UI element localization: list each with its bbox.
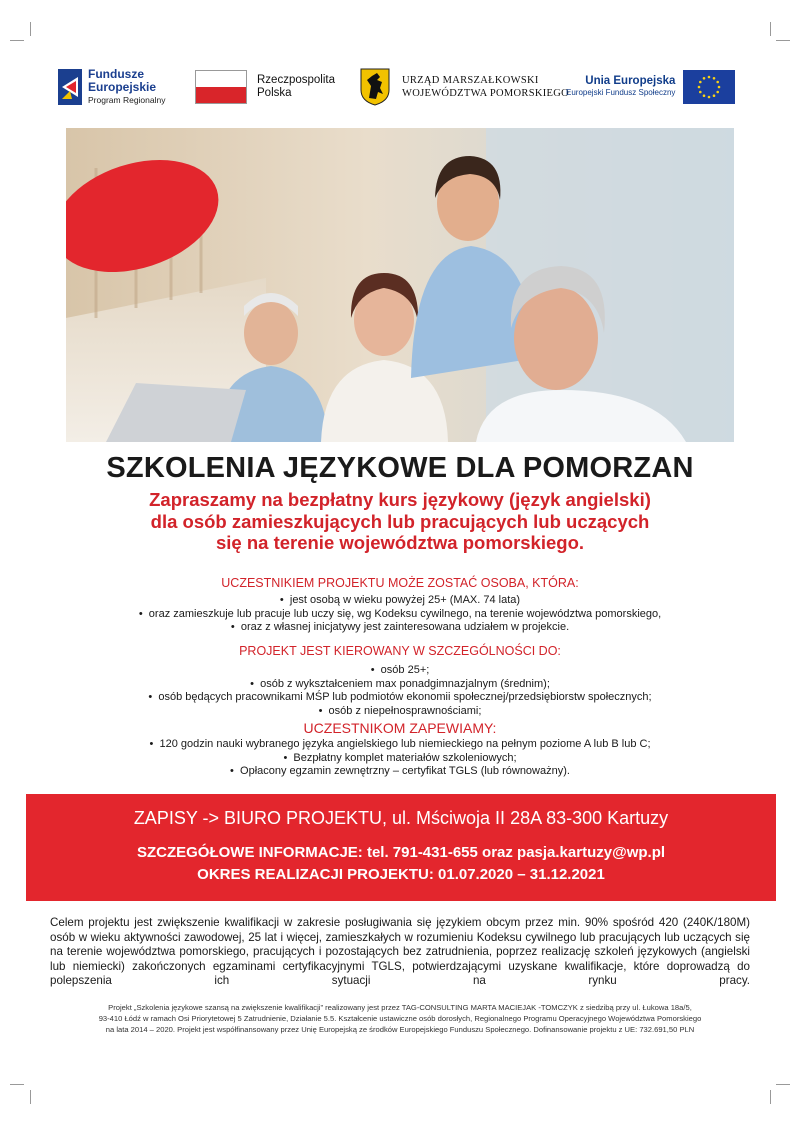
list-item: • oraz zamieszkuje lub pracuje lub uczy się, wg Kodeksu cywilnego, na terenie województwa pomorskiego, xyxy=(139,608,661,620)
urzad-marszalkowski-logo xyxy=(360,62,569,112)
fe-line3: Program Regionalny xyxy=(88,94,166,105)
list-item: • oraz z własnej inicjatywy jest zainteresowana udziałem w projekcie. xyxy=(231,621,569,633)
page-title: SZKOLENIA JĘZYKOWE DLA POMORZAN xyxy=(106,452,694,484)
logo-bar xyxy=(58,62,742,112)
lead-line: się na terenie województwa pomorskiego. xyxy=(215,532,585,553)
crop-mark xyxy=(776,40,790,41)
polish-flag-icon xyxy=(195,70,247,104)
crop-mark xyxy=(770,22,771,36)
crop-mark xyxy=(30,22,31,36)
benefits-section xyxy=(0,721,800,779)
eligibility-section xyxy=(0,576,800,635)
lead-text xyxy=(0,489,800,554)
project-description: Celem projektu jest zwiększenie kwalifikacji w zakresie posługiwania się językiem obcym przez min. 90% spośród 420 (240K/180M) osób w wieku aktywności zawodowej, 25 lat i więcej, zamieszkałych w rozumieniu Kodeksu cywilnego lub pracujących lub uczących się na terenie województwa pomorskiego, pracujących i pozostających bez zatrudnienia, poprzez realizację szkoleń językowych (angielski lub niemiecki) zakończonych egzaminami certyfikacyjnymi TGLS, potwierdzającymi uzyskane kwalifikacje, które doprowadzą do polepszenia ich sytuacji na rynku pracy. xyxy=(50,916,750,987)
list-item: • Bezpłatny komplet materiałów szkoleniowych; xyxy=(283,752,516,764)
footer-line: Projekt „Szkolenia językowe szansą na zwiększenie kwalifikacji” realizowany jest przez TAG-CONSULTING MARTA MACIEJAK -TOMCZYK z siedzibą przy ul. Łukowa 18a/5, xyxy=(108,1003,692,1012)
contact-details: SZCZEGÓŁOWE INFORMACJE: tel. 791-431-655 oraz pasja.kartuzy@wp.pl xyxy=(136,844,666,861)
list-item: • jest osobą w wieku powyżej 25+ (MAX. 74 lata) xyxy=(280,594,520,606)
project-period: OKRES REALIZACJI PROJEKTU: 01.07.2020 – 31.12.2021 xyxy=(197,866,605,883)
crop-mark xyxy=(10,40,24,41)
lead-line: dla osób zamieszkujących lub pracujących lub uczących xyxy=(150,510,650,532)
rp-line2: Polska xyxy=(257,87,292,99)
unia-europejska-logo xyxy=(566,62,735,112)
um-line2: WOJEWÓDZTWA POMORSKIEGO xyxy=(402,88,570,99)
fe-line1: Fundusze xyxy=(88,66,144,81)
target-group-section xyxy=(0,644,800,718)
list-item: • osób z wykształceniem max ponadgimnazjalnym (średnim); xyxy=(250,678,550,690)
eu-flag-icon xyxy=(683,70,735,104)
list-item: • osób będących pracownikami MŚP lub podmiotów ekonomii społecznej/przedsiębiorstw społecznych; xyxy=(148,691,651,703)
footer-line: na lata 2014 – 2020. Projekt jest współfinansowany przez Unię Europejską ze środków Europejskiego Funduszu Społecznego. Dofinansowanie projektu z UE: 732.691,50 PLN xyxy=(105,1025,695,1034)
fundusze-europejskie-logo xyxy=(58,62,165,112)
section-heading: UCZESTNIKOM ZAPEWIAMY: xyxy=(303,720,497,736)
crop-mark xyxy=(776,1084,790,1085)
crop-mark xyxy=(30,1090,31,1104)
list-item: • osób 25+; xyxy=(371,664,430,676)
contact-box xyxy=(26,794,776,901)
footer-line: 93-410 Łódź w ramach Osi Priorytetowej 5 Zatrudnienie, Działanie 5.5. Kształcenie ustawiczne osób dorosłych, Regionalnego Programu Operacyjnego Województwa Pomorskiego xyxy=(98,1014,702,1023)
fe-line2: Europejskie xyxy=(88,79,157,94)
section-heading: PROJEKT JEST KIEROWANY W SZCZEGÓLNOŚCI DO: xyxy=(239,644,561,658)
griffin-crest-icon xyxy=(360,68,390,106)
ue-line1: Unia Europejska xyxy=(585,75,676,87)
lead-line: Zapraszamy na bezpłatny kurs językowy (język angielski) xyxy=(149,489,651,510)
crop-mark xyxy=(10,1084,24,1085)
footer-note xyxy=(30,1002,770,1035)
section-heading: UCZESTNIKIEM PROJEKTU MOŻE ZOSTAĆ OSOBA, KTÓRA: xyxy=(221,576,579,590)
hero-photo xyxy=(66,128,734,442)
list-item: • 120 godzin nauki wybranego języka angielskiego lub niemieckiego na pełnym poziome A lub B lub C; xyxy=(150,738,651,750)
ue-line2: Europejski Fundusz Społeczny xyxy=(566,88,676,97)
rp-line1: Rzeczpospolita xyxy=(257,74,335,86)
fundusze-europejskie-icon xyxy=(58,69,82,105)
registration-info: ZAPISY -> BIURO PROJEKTU, ul. Mściwoja II 28A 83-300 Kartuzy xyxy=(133,808,669,828)
crop-mark xyxy=(770,1090,771,1104)
um-line1: URZĄD MARSZAŁKOWSKI xyxy=(402,75,539,86)
list-item: • osób z niepełnosprawnościami; xyxy=(319,705,482,717)
rzeczpospolita-logo xyxy=(195,62,335,112)
list-item: • Opłacony egzamin zewnętrzny – certyfikat TGLS (lub równoważny). xyxy=(230,765,570,777)
